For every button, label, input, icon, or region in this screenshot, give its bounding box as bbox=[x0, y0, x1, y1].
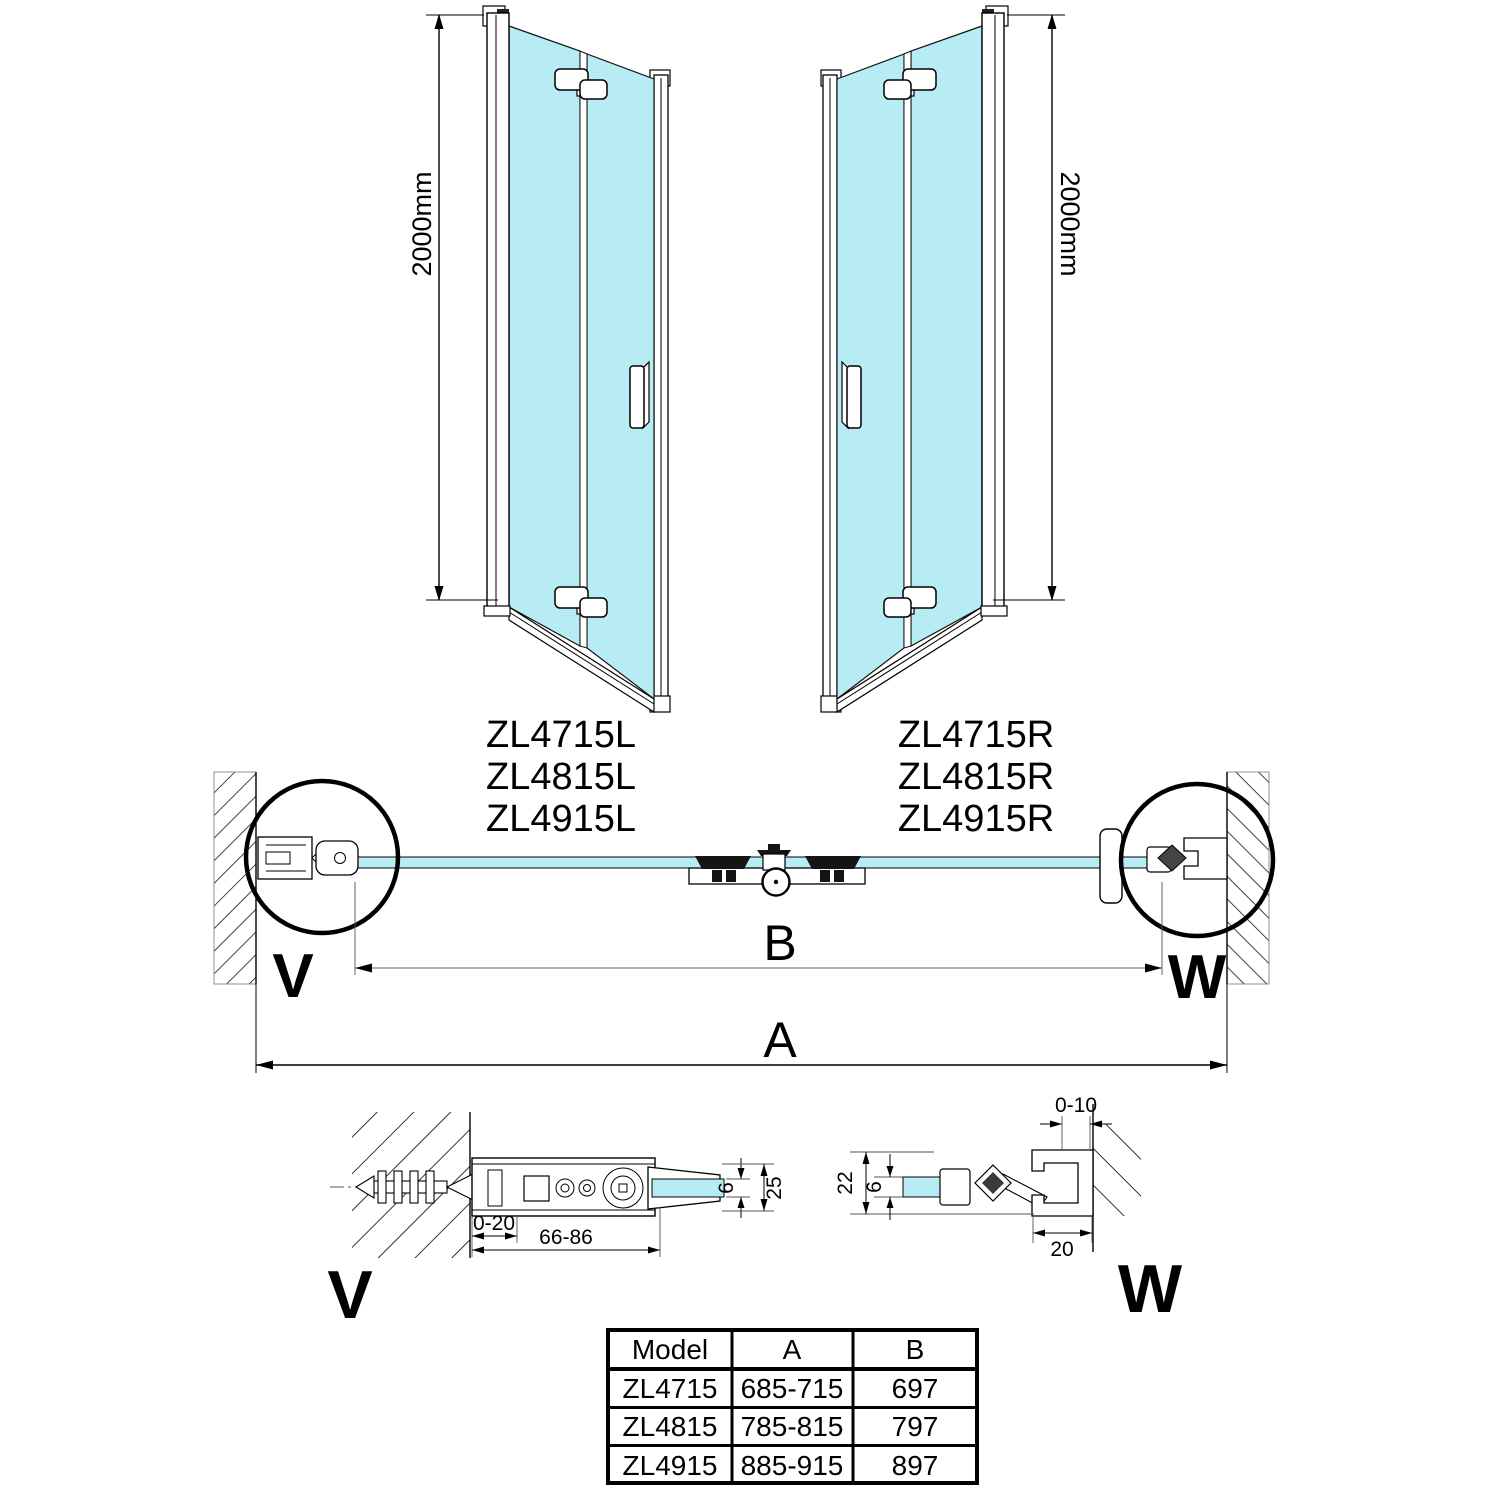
dim-arrow-left-icon bbox=[256, 1061, 273, 1070]
model-labels-left bbox=[486, 714, 636, 840]
detail-v-drawing bbox=[327, 1112, 786, 1333]
table-header-b: B bbox=[905, 1334, 925, 1365]
table-row bbox=[623, 1450, 939, 1481]
model-labels-right bbox=[898, 714, 1054, 840]
door-right-elevation bbox=[821, 6, 1085, 712]
glass-section bbox=[652, 1179, 724, 1197]
detail-w-drawing bbox=[834, 1094, 1183, 1327]
dim-arrow-up-icon bbox=[1048, 14, 1057, 29]
cell-b: 897 bbox=[891, 1450, 939, 1481]
model-label: ZL4715L bbox=[485, 714, 637, 756]
cell-a: 685-715 bbox=[740, 1373, 844, 1404]
dim-arrow-right-icon bbox=[1145, 964, 1162, 973]
cell-model: ZL4815 bbox=[622, 1411, 718, 1442]
plan-view bbox=[214, 772, 1273, 1073]
wall-profile-plan bbox=[1147, 838, 1227, 879]
cell-model: ZL4715 bbox=[622, 1373, 718, 1404]
dim-20-label: 20 bbox=[1050, 1238, 1074, 1261]
table-row bbox=[623, 1411, 939, 1442]
center-fold-hinge-plan bbox=[689, 844, 865, 896]
door-left-elevation bbox=[407, 6, 670, 712]
dim-glass-6-v bbox=[715, 1158, 750, 1218]
dim-arrow-left-icon bbox=[355, 964, 372, 973]
dim-66-86-label: 66-86 bbox=[539, 1226, 593, 1249]
detail-ref-w: W bbox=[1167, 943, 1227, 1012]
model-label: ZL4715R bbox=[897, 714, 1055, 756]
dim-b bbox=[355, 882, 1162, 975]
model-label: ZL4815L bbox=[485, 756, 637, 798]
wall-section bbox=[1093, 1124, 1141, 1216]
dim-2000mm-left bbox=[407, 14, 498, 601]
dim-6-label: 6 bbox=[863, 1181, 886, 1193]
glass-plan bbox=[356, 857, 1163, 868]
wall-profile-section bbox=[1032, 1150, 1093, 1216]
wall-bracket-section bbox=[472, 1158, 724, 1216]
handle-plan-icon bbox=[1100, 829, 1122, 903]
dim-0-10-label: 0-10 bbox=[1054, 1094, 1098, 1117]
table-header-model: Model bbox=[631, 1334, 709, 1365]
table-header-a: A bbox=[782, 1334, 802, 1365]
wall-bracket-plan bbox=[258, 837, 358, 879]
dim-arrow-down-icon bbox=[1048, 586, 1057, 601]
dim-arrow-up-icon bbox=[435, 14, 444, 29]
dim-arrow-right-icon bbox=[1210, 1061, 1227, 1070]
table-row bbox=[623, 1373, 939, 1404]
dim-arrow-down-icon bbox=[435, 586, 444, 601]
cell-b: 697 bbox=[891, 1373, 939, 1404]
cell-a: 885-915 bbox=[740, 1450, 844, 1481]
door-left-height-label: 2000mm bbox=[407, 171, 437, 277]
dim-20 bbox=[1033, 1217, 1092, 1261]
cell-model: ZL4915 bbox=[622, 1450, 718, 1481]
dim-6-label: 6 bbox=[715, 1182, 738, 1194]
detail-v-label: V bbox=[327, 1257, 373, 1333]
dim-0-20-label: 0-20 bbox=[472, 1212, 516, 1235]
cell-a: 785-815 bbox=[740, 1411, 844, 1442]
detail-w-label: W bbox=[1117, 1251, 1183, 1327]
model-label: ZL4915R bbox=[897, 798, 1055, 840]
door-right-height-label: 2000mm bbox=[1055, 171, 1085, 277]
cell-b: 797 bbox=[891, 1411, 939, 1442]
detail-ref-v: V bbox=[272, 942, 314, 1011]
dim-2000mm-right bbox=[993, 14, 1085, 601]
dim-25-label: 25 bbox=[763, 1176, 786, 1200]
model-label: ZL4915L bbox=[485, 798, 637, 840]
dim-b-label: B bbox=[763, 915, 797, 971]
dim-22-label: 22 bbox=[834, 1171, 857, 1195]
glass-clamp bbox=[940, 1169, 970, 1205]
size-table bbox=[608, 1330, 977, 1483]
dim-a-label: A bbox=[763, 1012, 797, 1068]
model-label: ZL4815R bbox=[897, 756, 1055, 798]
dim-a bbox=[256, 984, 1227, 1073]
